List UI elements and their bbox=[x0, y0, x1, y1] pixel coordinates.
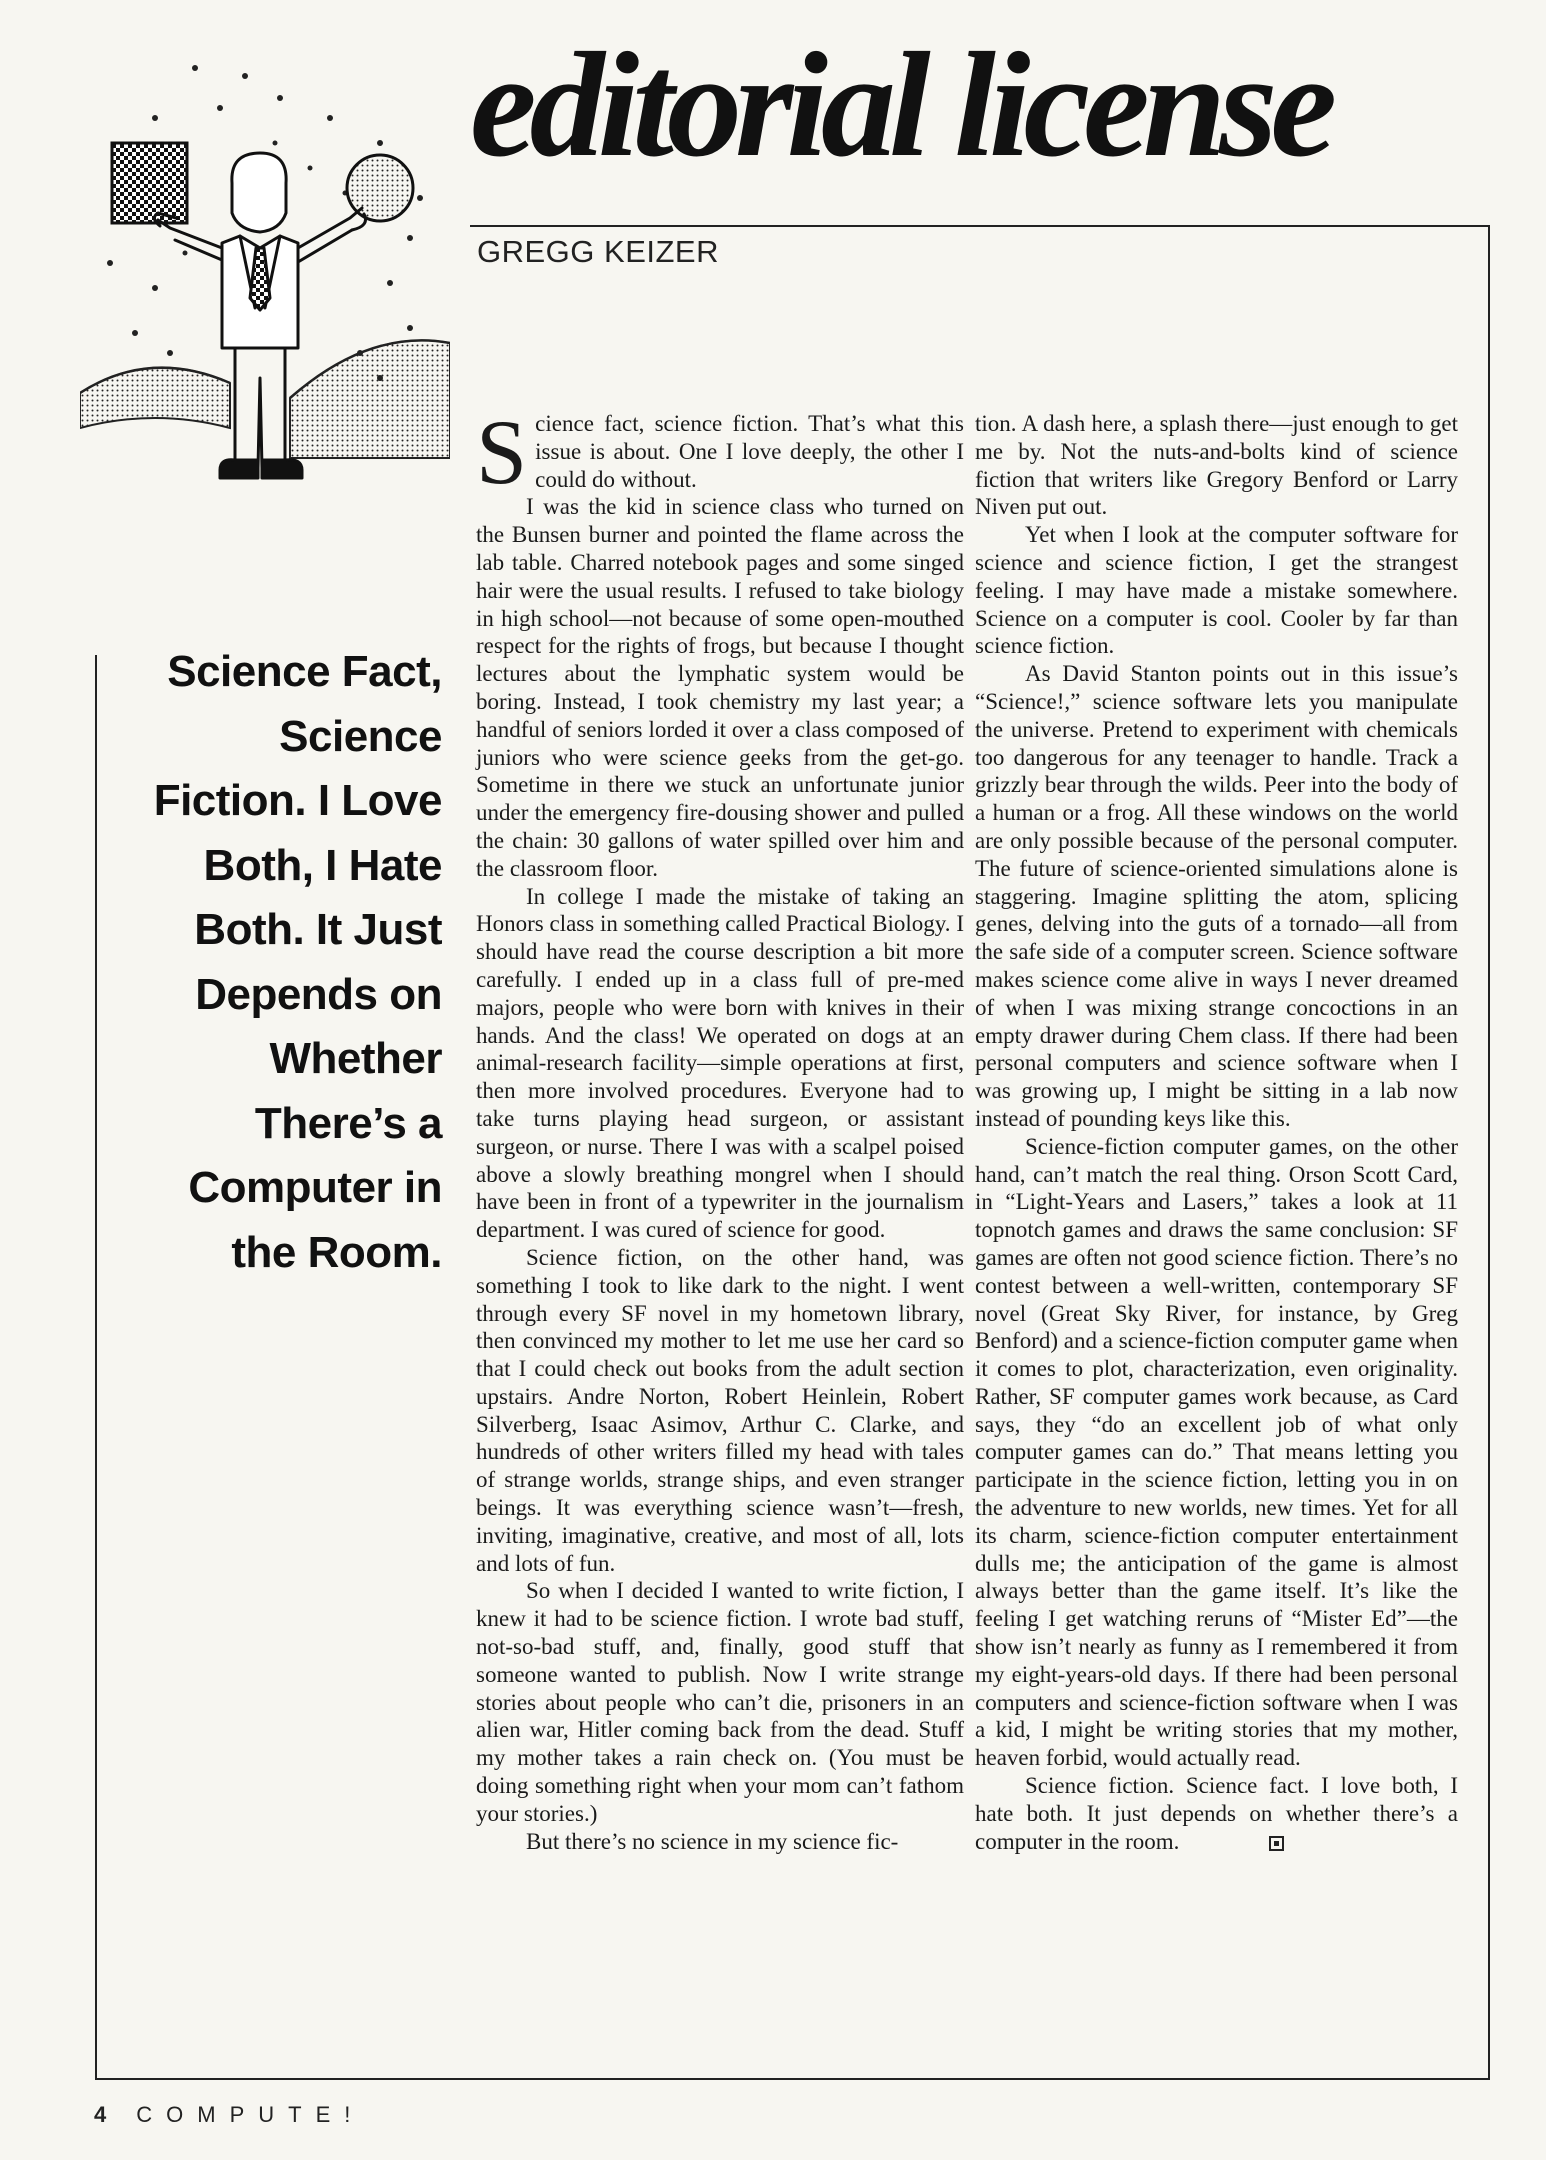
article-paragraph bbox=[476, 401, 964, 503]
article-paragraph: As David Stanton points out in this issue’s “Science!,” science software lets you manipulate the universe. Pretend to experiment with chemicals too dangerous for any teenager to handle. Track a grizzly bear through the wilds. Peer into the body of a human or a frog. All these windows on the world are only possible because of the personal computer. The future of science-oriented simulations alone is staggering. Imagine splitting the atom, splicing genes, delving into the guts of a tornado—all from the safe side of a computer screen. Science software makes science come alive in ways I never dreamed of when I was mixing strange concoctions in an empty drawer during Chem class. If there had been personal computers and science software when I was growing up, I might be sitting in a lab now instead of pounding keys like this. bbox=[975, 661, 1458, 1131]
drop-cap: S bbox=[476, 401, 528, 503]
article-paragraph: So when I decided I wanted to write fiction, I knew it had to be science fiction. I wrote bad stuff, not-so-bad stuff, and, finally, good stuff that someone wanted to publish. Now I write strange stories about people who can’t die, prisoners in an alien war, Hitler coming back from the dead. Stuff my mother takes a rain check on. (You must be doing something right when your mom can’t fathom your stories.) bbox=[476, 1578, 964, 1826]
article-column-1 bbox=[476, 401, 964, 1855]
magazine-name: COMPUTE! bbox=[136, 2102, 365, 2127]
paragraph-text: cience fact, science fiction. That’s what this issue is about. One I love deeply, the other I could do without. bbox=[535, 411, 964, 492]
article-paragraph: In college I made the mistake of taking an Honors class in something called Practical Biology. I should have read the course description a bit more carefully. I ended up in a class full of pre-med majors, people who were born with knives in their hands. And the class! We operated on dogs at an animal-research facility—simple operations at first, then more involved procedures. Everyone had to take turns playing head surgeon, or assistant surgeon, or nurse. There I was with a scalpel poised above a slowly breathing mongrel when I should have been in front of a typewriter in the journalism department. I was cured of science for good. bbox=[476, 883, 964, 1243]
paragraph-text: Science fiction. Science fact. I love both, I hate both. It just depends on whether there’s a computer in the room. bbox=[975, 1773, 1458, 1854]
page-number: 4 bbox=[94, 2102, 107, 2127]
article-paragraph: tion. A dash here, a splash there—just enough to get me by. Not the nuts-and-bolts kind of science fiction that writers like Gregory Benford or Larry Niven put out. bbox=[975, 411, 1458, 520]
page-footer bbox=[94, 2102, 364, 2128]
checkered-cube bbox=[112, 143, 187, 223]
pull-quote: Science Fact, Science Fiction. I Love Both, I Hate Both. It Just Depends on Whether There’s a Computer in the Room. bbox=[153, 647, 442, 1277]
article-paragraph: Science fiction, on the other hand, was something I took to like dark to the night. I went through every SF novel in my hometown library, then convinced my mother to let me use her card so that I could check out books from the adult section upstairs. Andre Norton, Robert Heinlein, Robert Silverberg, Isaac Asimov, Arthur C. Clarke, and hundreds of other writers filled my head with tales of strange worlds, strange ships, and even stranger beings. It was everything science wasn’t—fresh, inviting, imaginative, creative, and most of all, lots and lots of fun. bbox=[476, 1244, 964, 1576]
pullquote-rule bbox=[95, 655, 97, 2080]
column-title: editorial license bbox=[470, 22, 1331, 188]
article-paragraph: But there’s no science in my science fic- bbox=[526, 1828, 899, 1854]
article-paragraph: Yet when I look at the computer software for science and science fiction, I get the strangest feeling. I may have made a mistake somewhere. Science on a computer is cool. Cooler by far than science fiction. bbox=[975, 522, 1458, 659]
article-paragraph-final bbox=[975, 1772, 1458, 1855]
author-byline: GREGG KEIZER bbox=[477, 234, 719, 269]
end-of-article-icon bbox=[1269, 1836, 1284, 1851]
article-paragraph: I was the kid in science class who turned on the Bunsen burner and pointed the flame across the lab table. Charred notebook pages and some singed hair were the usual results. I refused to take biology in high school—not because of some open-mouthed respect for the rights of frogs, but because I thought lectures about the lymphatic system would be boring. Instead, I took chemistry my last year; a handful of seniors lorded it over a class composed of juniors who were science geeks from the get-go. Sometime in there we stuck an unfortunate junior under the emergency fire-dousing shower and pulled the chain: 30 gallons of water spilled over him and the classroom floor. bbox=[476, 494, 964, 881]
article-column-2 bbox=[975, 410, 1458, 1855]
article-paragraph: Science-fiction computer games, on the other hand, can’t match the real thing. Orson Scott Card, in “Light-Years and Lasers,” takes a look at 11 topnotch games and draws the same conclusion: SF games are often not good science fiction. There’s no contest between a well-written, contemporary SF novel (Great Sky River, for instance, by Greg Benford) and a science-fiction computer game when it comes to plot, characterization, even originality. Rather, SF computer games work because, as Card says, they “do an excellent job of what only computer games can do.” That means letting you participate in the science fiction, letting you in on the adventure to new worlds, new times. Yet for all its charm, science-fiction computer entertainment dulls me; the anticipation of the game is almost always better than the game itself. It’s like the feeling I get watching reruns of “Mister Ed”—the show isn’t nearly as funny as I remembered it from my eight-years-old days. If there had been personal computers and science-fiction software when I was a kid, I might be writing stories that my mother, heaven forbid, would actually read. bbox=[975, 1133, 1458, 1771]
